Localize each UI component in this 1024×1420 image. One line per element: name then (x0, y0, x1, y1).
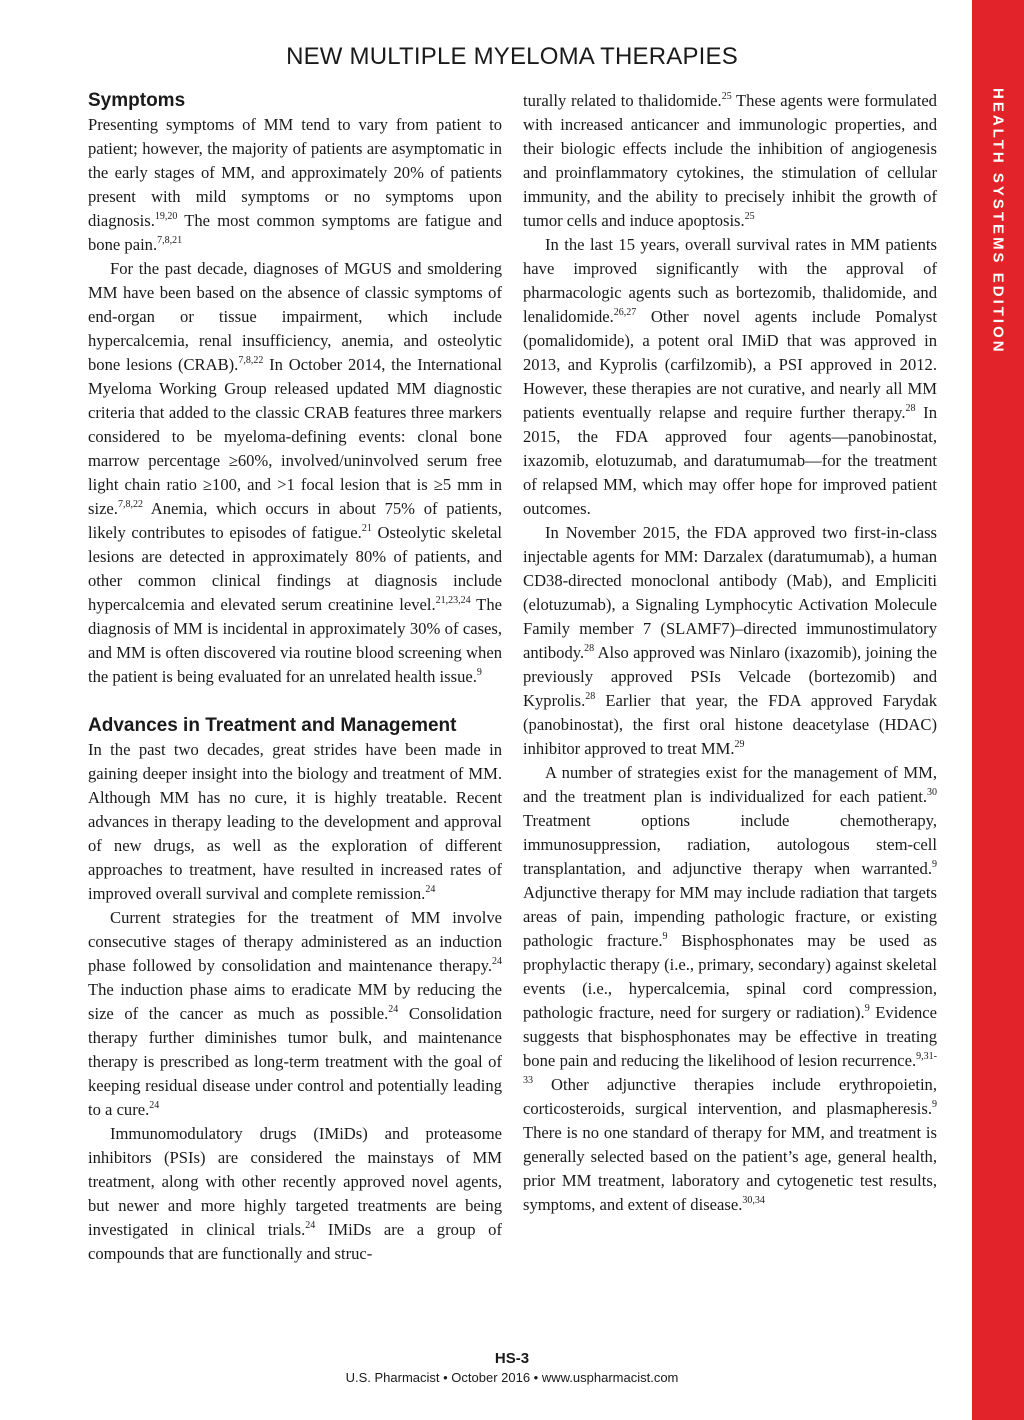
text-run: Adjunctive therapy for MM may include radiation that targets areas of pain, impending pathologic fracture, or existing pathologic fracture. (523, 883, 937, 950)
text-run: turally related to thalidomide. (523, 91, 722, 110)
citation-ref: 21,23,24 (435, 595, 471, 606)
citation-ref: 9,31-33 (523, 1051, 937, 1086)
paragraph (523, 761, 937, 1217)
citation-ref: 9 (864, 1003, 870, 1014)
citation-ref: 25 (744, 211, 755, 222)
paragraph (523, 521, 937, 761)
citation-ref: 21 (361, 523, 372, 534)
text-run: In the past two decades, great strides have been made in gaining deeper insight into the biology and treatment of MM. Although MM has no cure, it is highly treatable. Recent advances in therapy leading to the development and approval of new drugs, as well as the exploration of different approaches to treatment, have resulted in increased rates of improved overall survival and complete remission. (88, 740, 502, 903)
text-run: Earlier that year, the FDA approved Farydak (panobinostat), the first oral histone deacetylase (HDAC) inhibitor approved to treat MM. (523, 691, 937, 758)
text-run: Osteolytic skeletal lesions are detected in approximately 80% of patients, and other common clinical findings at diagnosis include hypercalcemia and elevated serum creatinine level. (88, 523, 502, 614)
text-run: Current strategies for the treatment of MM involve consecutive stages of therapy administered as an induction phase followed by consolidation and maintenance therapy. (88, 908, 502, 975)
text-run: In 2015, the FDA approved four agents—panobinostat, ixazomib, elotuzumab, and daratumumab—for the treatment of relapsed MM, which may offer hope for improved patient outcomes. (523, 403, 937, 518)
paragraph (88, 257, 502, 689)
page-number: HS-3 (494, 1350, 530, 1367)
citation-ref: 9 (662, 931, 668, 942)
section-heading: Advances in Treatment and Management (88, 715, 457, 736)
citation-ref: 24 (425, 884, 436, 895)
text-run: In October 2014, the International Myeloma Working Group released updated MM diagnostic criteria that added to the classic CRAB features three markers considered to be myeloma-defining events: clonal bone marrow percentage ≥60%, involved/uninvolved serum free light chain ratio ≥100, and >1 focal lesion that is ≥5 mm in size. (88, 355, 502, 518)
citation-ref: 25 (721, 91, 732, 102)
text-run: There is no one standard of therapy for MM, and treatment is generally selected based on the patient’s age, general health, prior MM treatment, laboratory and cytogenetic test results, symptoms, and extent of disease. (523, 1123, 937, 1214)
side-tab (972, 0, 1024, 1420)
text-run: Other adjunctive therapies include erythropoietin, corticosteroids, surgical intervention, and plasmapheresis. (523, 1075, 937, 1118)
citation-ref: 24 (492, 956, 502, 967)
text-run: The induction phase aims to eradicate MM by reducing the size of the cancer as much as possible. (88, 980, 502, 1023)
citation-ref: 28 (584, 643, 595, 654)
citation-ref: 30,34 (742, 1195, 765, 1206)
left-column (88, 89, 502, 1266)
citation-ref: 9 (476, 667, 482, 678)
paragraph (523, 89, 937, 233)
paragraph (88, 1122, 502, 1266)
text-run: Other novel agents include Pomalyst (pomalidomide), a potent oral IMiD that was approved in 2013, and Kyprolis (carfilzomib), a PSI approved in 2012. However, these therapies are not curative, and nearly all MM patients eventually relapse and require further therapy. (523, 307, 937, 422)
paragraph (88, 113, 502, 257)
text-run: Consolidation therapy further diminishes tumor bulk, and maintenance therapy is prescribed as long-term treatment with the goal of keeping residual disease under control and potentially leading to a cure. (88, 1004, 502, 1119)
text-run: The most common symptoms are fatigue and bone pain. (88, 211, 502, 254)
citation-ref: 19,20 (154, 211, 178, 222)
text-run: Also approved was Ninlaro (ixazomib), joining the previously approved PSIs Velcade (bortezomib) and Kyprolis. (523, 643, 937, 710)
paragraph (88, 906, 502, 1122)
paragraph (88, 738, 502, 906)
text-run: Evidence suggests that bisphosphonates may be effective in treating bone pain and reducing the likelihood of lesion recurrence. (523, 1003, 937, 1070)
citation-ref: 28 (585, 691, 596, 702)
text-run: Treatment options include chemotherapy, immunosuppression, radiation, autologous stem-cell transplantation, and adjunctive therapy when warranted. (523, 811, 937, 878)
text-run: For the past decade, diagnoses of MGUS and smoldering MM have been based on the absence of classic symptoms of end-organ or tissue impairment, which include hypercalcemia, renal insufficiency, anemia, and osteolytic bone lesions (CRAB). (88, 259, 502, 374)
citation-ref: 24 (149, 1100, 160, 1111)
text-run: The diagnosis of MM is incidental in approximately 30% of cases, and MM is often discovered via routine blood screening when the patient is being evaluated for an unrelated health issue. (88, 595, 502, 686)
citation-ref: 7,8,21 (157, 235, 183, 246)
paragraph (523, 233, 937, 521)
text-run: These agents were formulated with increased anticancer and immunologic properties, and their biologic effects include the inhibition of angiogenesis and proinflammatory cytokines, the stimulation of cellular immunity, and the ability to precisely inhibit the growth of tumor cells and induce apoptosis. (523, 91, 937, 230)
citation-ref: 26,27 (613, 307, 637, 318)
text-run: In the last 15 years, overall survival rates in MM patients have improved significantly with the approval of pharmacologic agents such as bortezomib, thalidomide, and lenalidomide. (523, 235, 937, 326)
text-run: In November 2015, the FDA approved two first-in-class injectable agents for MM: Darzalex (daratumumab), a human CD38-directed monoclonal antibody (Mab), and Empliciti (elotuzumab), a Signaling Lymphocytic Activation Molecule Family member 7 (SLAMF7)–directed immunostimulatory antibody. (523, 523, 937, 662)
citation-ref: 24 (305, 1220, 316, 1231)
text-run: A number of strategies exist for the management of MM, and the treatment plan is individualized for each patient. (523, 763, 937, 806)
right-column (523, 89, 937, 1217)
side-tab-label: HEALTH SYSTEMS EDITION (989, 88, 1007, 355)
citation-ref: 29 (734, 739, 745, 750)
citation-ref: 7,8,22 (117, 499, 143, 510)
citation-ref: 30 (927, 787, 937, 798)
text-run: Immunomodulatory drugs (IMiDs) and proteasome inhibitors (PSIs) are considered the mainstays of MM treatment, along with other recently approved novel agents, but newer and more highly targeted treatments are being investigated in clinical trials. (88, 1124, 502, 1239)
citation-ref: 9 (932, 859, 937, 870)
text-run: IMiDs are a group of compounds that are functionally and struc- (88, 1220, 502, 1263)
section-heading: Symptoms (88, 90, 186, 111)
citation-ref: 24 (388, 1004, 399, 1015)
text-run: Presenting symptoms of MM tend to vary from patient to patient; however, the majority of patients are asymptomatic in the early stages of MM, and approximately 20% of patients present with mild symptoms or no symptoms upon diagnosis. (88, 115, 502, 230)
footer-publication: U.S. Pharmacist • October 2016 • www.uspharmacist.com (345, 1370, 679, 1385)
citation-ref: 28 (905, 403, 916, 414)
citation-ref: 7,8,22 (238, 355, 264, 366)
text-run: Bisphosphonates may be used as prophylactic therapy (i.e., primary, secondary) against skeletal events (i.e., hypercalcemia, spinal cord compression, pathologic fracture, need for surgery or radiation). (523, 931, 937, 1022)
text-run: Anemia, which occurs in about 75% of patients, likely contributes to episodes of fatigue. (88, 499, 502, 542)
citation-ref: 9 (932, 1099, 937, 1110)
running-header: NEW MULTIPLE MYELOMA THERAPIES (286, 43, 738, 70)
